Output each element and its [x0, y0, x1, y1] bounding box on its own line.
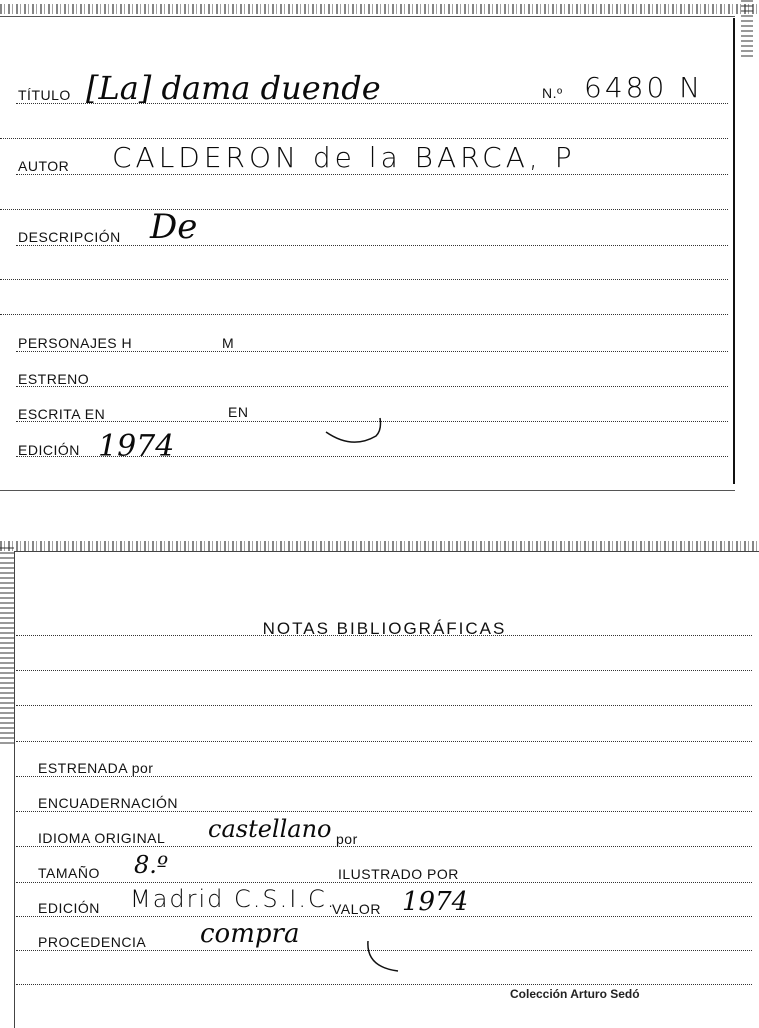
idioma-value: castellano	[208, 815, 332, 843]
numero-value: 6480 N	[584, 71, 704, 104]
idioma-label: IDIOMA ORIGINAL	[38, 830, 166, 846]
card-bottom-top-edge	[0, 541, 759, 551]
rule-idioma	[16, 846, 752, 847]
escrita-en-label: EN	[228, 404, 249, 420]
estreno-label: ESTRENO	[18, 371, 90, 387]
card-top-edge	[0, 4, 759, 14]
ilustrado-label: ILUSTRADO POR	[338, 866, 459, 882]
procedencia-value: compra	[200, 919, 300, 949]
rule-b1	[16, 635, 752, 636]
rule-6	[0, 279, 728, 280]
rule-encuadernacion	[16, 811, 752, 812]
punch-hole-mark	[322, 410, 386, 446]
edicion-b-value: Madrid C.S.I.C.	[130, 885, 337, 913]
rule-personajes	[16, 351, 728, 352]
rule-descripcion	[16, 245, 728, 246]
titulo-label: TÍTULO	[18, 87, 71, 103]
card-bottom-top-border	[14, 551, 759, 552]
edicion-value: 1974	[98, 429, 175, 464]
rule-4	[0, 209, 728, 210]
rule-tamano	[16, 882, 752, 883]
card-right-border	[733, 18, 735, 484]
procedencia-label: PROCEDENCIA	[38, 934, 147, 950]
personajes-label: PERSONAJES H	[18, 335, 133, 351]
rule-estrenada	[16, 776, 752, 777]
rule-2	[0, 138, 728, 139]
estrenada-label: ESTRENADA por	[38, 760, 154, 776]
edicion-b-label: EDICIÓN	[38, 900, 100, 916]
rule-b3	[16, 705, 752, 706]
autor-value: CALDERON de la BARCA, P	[112, 141, 576, 174]
escrita-label: ESCRITA EN	[18, 406, 106, 422]
card-top-border	[0, 16, 735, 17]
personajes-m-label: M	[222, 335, 235, 351]
edicion-label: EDICIÓN	[18, 442, 80, 458]
tamano-value: 8.º	[134, 851, 169, 879]
valor-value: 1974	[402, 887, 469, 917]
rule-b11	[16, 984, 752, 985]
rule-b2	[16, 670, 752, 671]
card-right-edge	[741, 0, 753, 60]
rule-7	[0, 314, 728, 315]
descripcion-value: De	[150, 207, 198, 247]
catalog-card-bottom	[0, 535, 759, 1028]
card-bottom-border	[0, 490, 735, 491]
valor-label: VALOR	[332, 901, 381, 917]
notas-heading: NOTAS BIBLIOGRÁFICAS	[262, 619, 507, 638]
descripcion-label: DESCRIPCIÓN	[18, 229, 121, 245]
numero-label: N.º	[542, 85, 563, 101]
rule-estreno	[16, 386, 728, 387]
titulo-value: [La] dama duende	[86, 69, 381, 107]
punch-hole-mark-bottom	[364, 939, 408, 975]
encuadernacion-label: ENCUADERNACIÓN	[38, 795, 179, 811]
tamano-label: TAMAÑO	[38, 865, 100, 881]
autor-label: AUTOR	[18, 158, 70, 174]
card-left-edge	[0, 547, 14, 747]
rule-b4	[16, 741, 752, 742]
rule-edicion-b	[16, 916, 752, 917]
catalog-card-top	[0, 0, 759, 495]
rule-autor	[16, 174, 728, 175]
idioma-por-label: por	[336, 831, 358, 847]
collection-footer: Colección Arturo Sedó	[510, 987, 640, 1001]
